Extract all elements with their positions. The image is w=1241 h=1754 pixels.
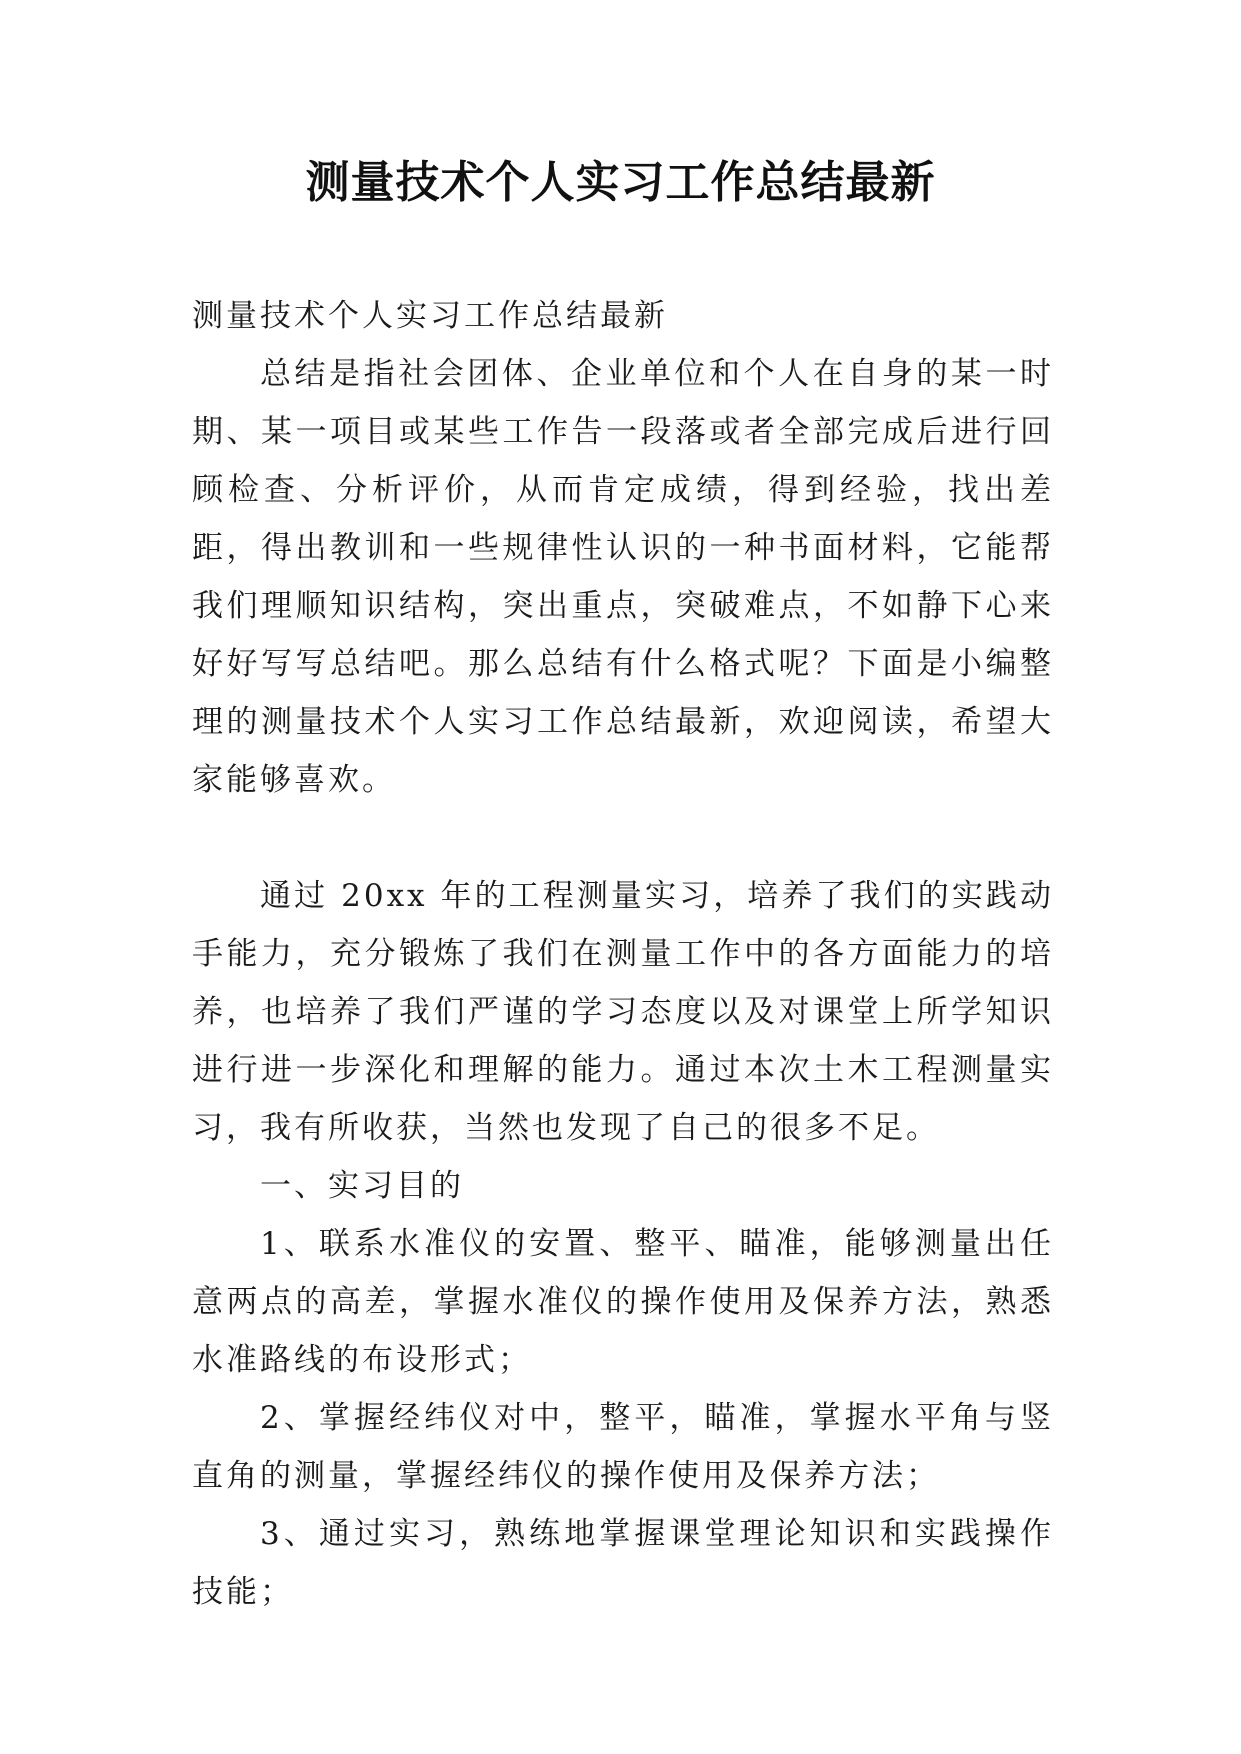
list-item: 2、掌握经纬仪对中，整平，瞄准，掌握水平角与竖直角的测量，掌握经纬仪的操作使用及保养方法； <box>192 1400 1054 1494</box>
subtitle-paragraph: 测量技术个人实习工作总结最新 <box>192 298 668 334</box>
document-title: 测量技术个人实习工作总结最新 <box>305 157 936 208</box>
list-item: 3、通过实习，熟练地掌握课堂理论知识和实践操作技能； <box>192 1516 1054 1610</box>
list-item: 1、联系水准仪的安置、整平、瞄准，能够测量出任意两点的高差，掌握水准仪的操作使用及保养方法，熟悉水准路线的布设形式； <box>192 1226 1054 1378</box>
document-body <box>192 287 1054 1621</box>
intro-paragraph: 总结是指社会团体、企业单位和个人在自身的某一时期、某一项目或某些工作告一段落或者全部完成后进行回顾检查、分析评价，从而肯定成绩，得到经验，找出差距，得出教训和一些规律性认识的一种书面材料，它能帮我们理顺知识结构，突出重点，突破难点，不如静下心来好好写写总结吧。那么总结有什么格式呢？下面是小编整理的测量技术个人实习工作总结最新，欢迎阅读，希望大家能够喜欢。 <box>192 356 1054 798</box>
summary-paragraph: 通过 20xx 年的工程测量实习，培养了我们的实践动手能力，充分锻炼了我们在测量工作中的各方面能力的培养，也培养了我们严谨的学习态度以及对课堂上所学知识进行进一步深化和理解的能力。通过本次土木工程测量实习，我有所收获，当然也发现了自己的很多不足。 <box>192 878 1054 1146</box>
section-heading: 一、实习目的 <box>260 1168 464 1204</box>
